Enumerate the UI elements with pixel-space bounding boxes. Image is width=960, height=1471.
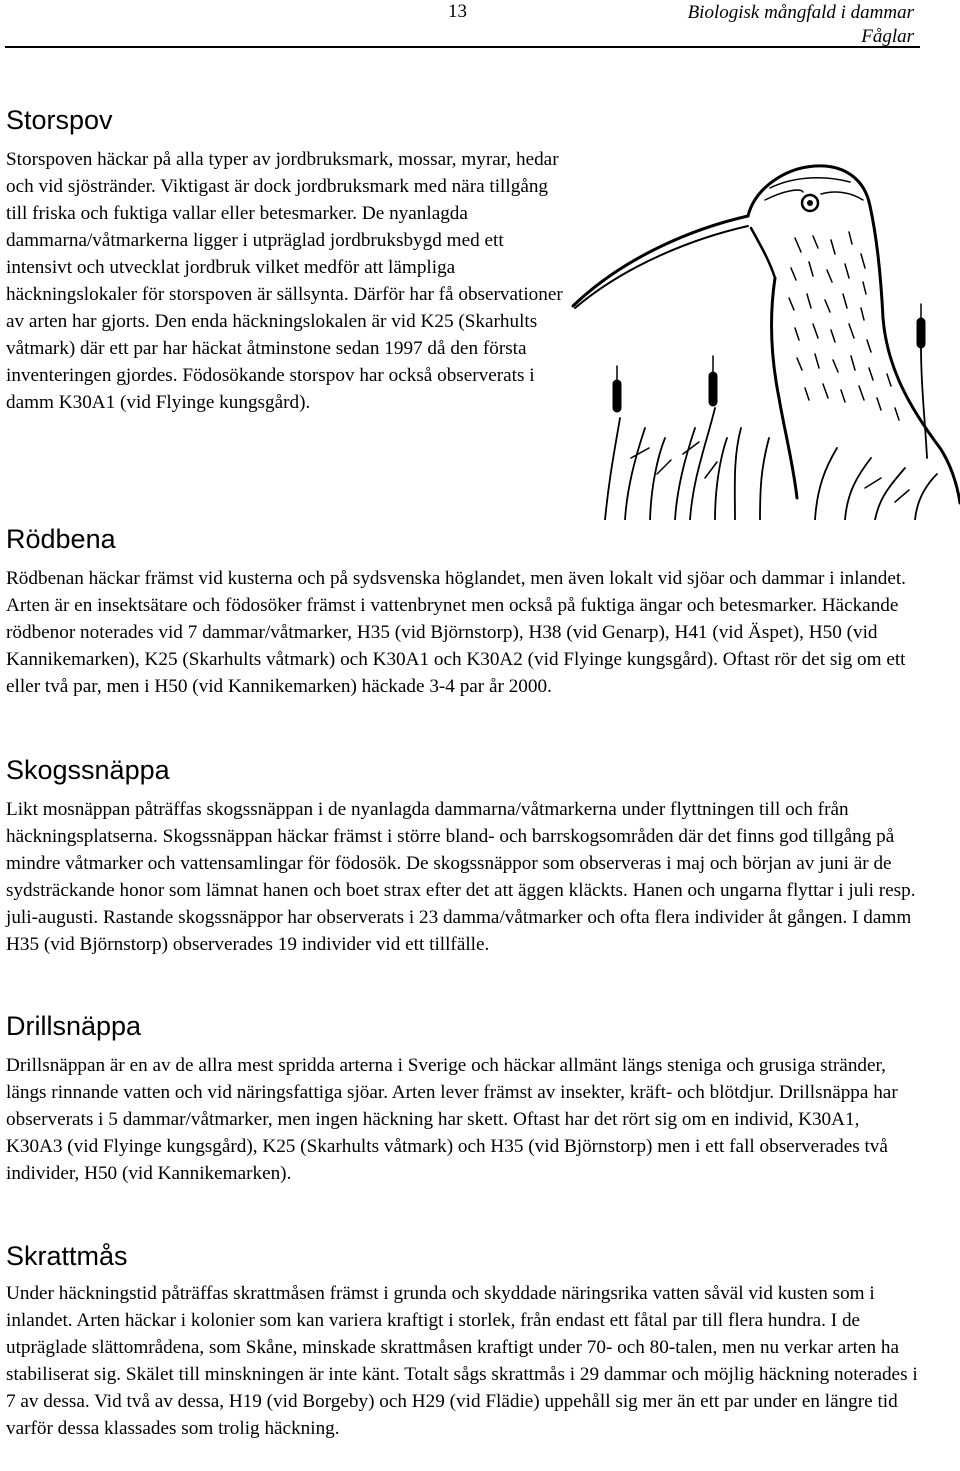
section-text-drillsnappa: Drillsnäppan är en av de allra mest spridda arterna i Sverige och häckar allmänt längs steniga och grusiga stränder, längs rinnande vatten och vid näringsfattiga sjöar. Arten lever främst av insekter, kräft- och blötdjur. Drillsnäppa har observerats i 5 dammar/våtmarker, men ingen häckning har skett. Oftast har det rört sig om en individ, K30A1, K30A3 (vid Flyinge kungsgård), K25 (Skarhults våtmark) och H35 (vid Björnstorp) men i ett fall observerades två individer, H50 (vid Kannikemarken).	[6, 1055, 898, 1184]
section-title-rodbena: Rödbena	[6, 524, 116, 554]
section-text-rodbena: Rödbenan häckar främst vid kusterna och på sydsvenska höglandet, men även lokalt vid sjöar och dammar i inlandet. Arten är en insektsätare och födosöker främst i vattenbrynet men också på fuktiga ängar och betesmarker. Häckande rödbenor noterades vid 7 dammar/våtmarker, H35 (vid Björnstorp), H38 (vid Genarp), H41 (vid Äspet), H50 (vid Kannikemarken), K25 (Skarhults våtmark) och K30A1 och K30A2 (vid Flyinge kungsgård). Oftast rör det sig om ett eller två par, men i H50 (vid Kannikemarken) häckade 3-4 par år 2000.	[6, 568, 906, 697]
section-text-skrattmas: Under häckningstid påträffas skrattmåsen främst i grunda och skyddade näringsrika vatten såväl vid kusten som i inlandet. Arten häckar i kolonier som kan variera kraftigt i storlek, från endast ett fåtal par till flera hundra. I de utpräglade slättområdena, som Skåne, minskade skrattmåsen kraftigt under 70- och 80-talen, men nu verkar arten ha stabiliserat sig. Skälet till minskningen är inte känt. Totalt sågs skrattmås i 29 dammar och möjlig häckning noterades i 7 av dessa. Vid två av dessa, H19 (vid Borgeby) och H29 (vid Flädie) uppehåll sig mer än ett par under en längre tid varför dessa klassades som trolig häckning.	[6, 1283, 918, 1439]
running-title-line-2: Fåglar	[861, 26, 914, 47]
page-header	[0, 0, 960, 48]
running-title-line-1: Biologisk mångfald i dammar	[687, 2, 914, 23]
section-text-storspov: Storspoven häckar på alla typer av jordbruksmark, mossar, myrar, hedar och vid sjöstränder. Viktigast är dock jordbruksmark med nära tillgång till friska och fuktiga vallar eller betesmarker. De nyanlagda dammarna/våtmarkerna ligger i utpräglad jordbruksbygd med ett intensivt och utvecklat jordbruk vilket medför att lämpliga häckningslokaler för storspoven är sällsynta. Därför har få observationer av arten har gjorts. Den enda häckningslokalen är vid K25 (Skarhults våtmark) där ett par har häckat åtminstone sedan 1997 då den första inventeringen gjordes. Födosökande storspov har också observerats i damm K30A1 (vid Flyinge kungsgård).	[6, 149, 563, 413]
section-title-storspov: Storspov	[6, 105, 113, 135]
header-divider	[5, 46, 920, 48]
section-title-skrattmas: Skrattmås	[6, 1241, 128, 1271]
running-title	[688, 1, 914, 49]
section-text-skogssnappa: Likt mosnäppan påträffas skogssnäppan i de nyanlagda dammarna/våtmarkerna under flyttningen till och från häckningsplatserna. Skogssnäppan häckar främst i större bland- och barrskogsområden där det finns god tillgång på mindre våtmarker och vattensamlingar för födosök. De skogssnäppor som observeras i maj och början av juni är de sydsträckande honor som lämnat hanen och boet strax efter det att äggen kläckts. Hanen och ungarna flyttar i juli resp. juli-augusti. Rastande skogssnäppor har observerats i 23 damma/våtmarker och ofta flera individer åt gången. I damm H35 (vid Björnstorp) observerades 19 individer vid ett tillfälle.	[6, 799, 916, 955]
section-title-drillsnappa: Drillsnäppa	[6, 1011, 142, 1041]
curlew-illustration	[565, 158, 960, 520]
page-number: 13	[448, 1, 467, 22]
section-title-skogssnappa: Skogssnäppa	[6, 755, 170, 785]
